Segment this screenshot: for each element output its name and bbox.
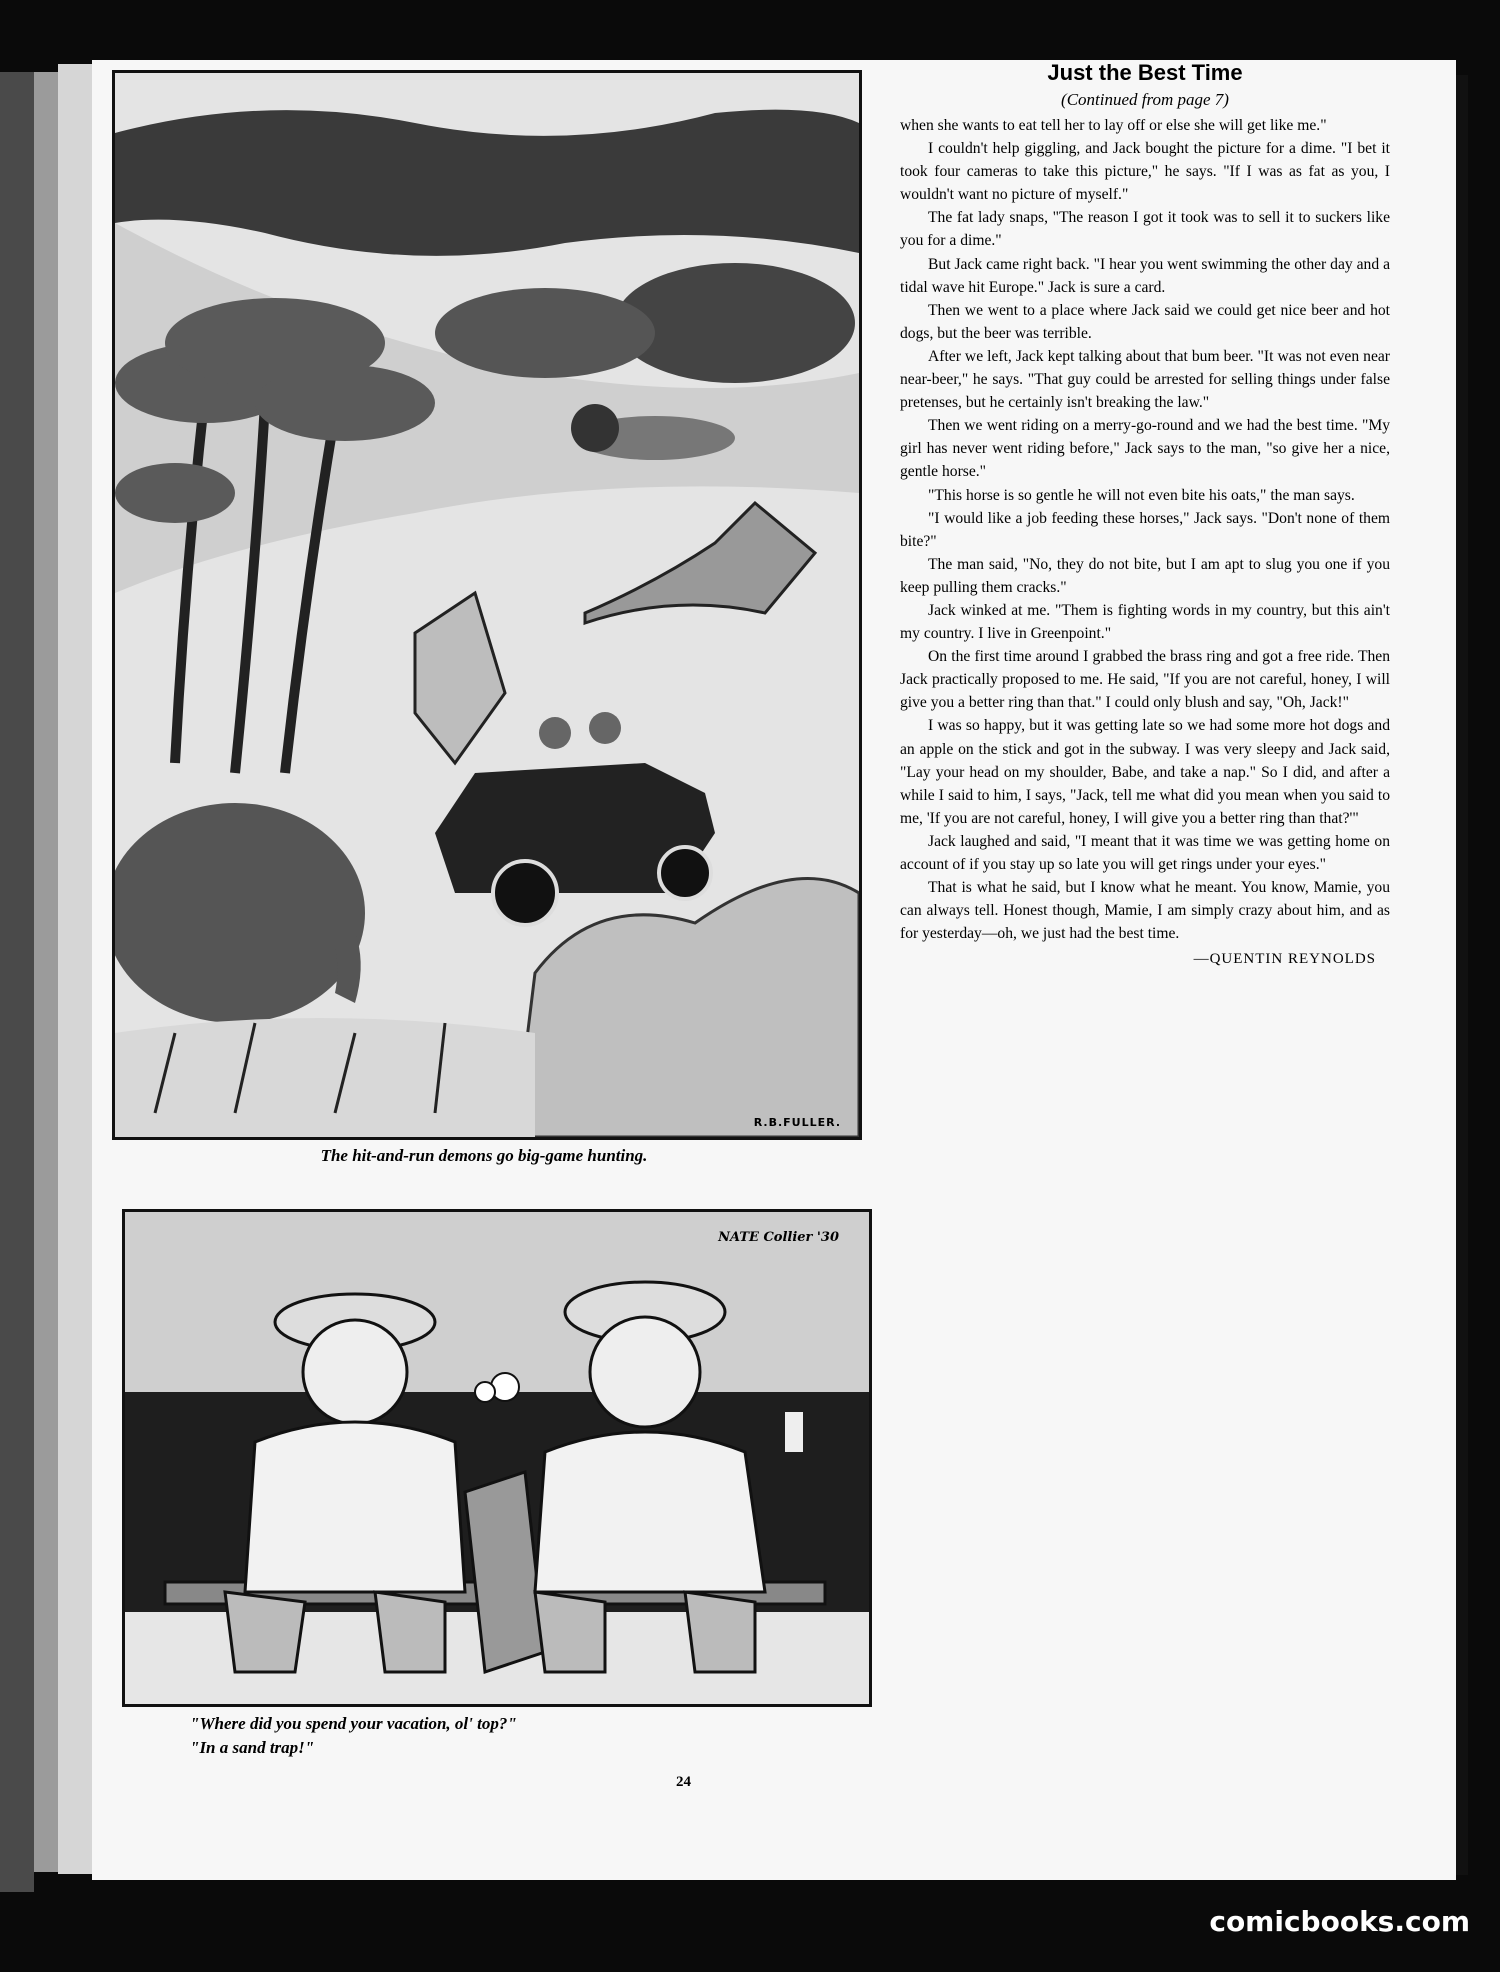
cartoon-big-game-hunting bbox=[112, 70, 862, 1140]
binding-edge-mid bbox=[34, 72, 58, 1872]
article-paragraph: Then we went riding on a merry-go-round and we had the best time. "My girl has never went riding before," Jack says to the man, "so give her a nice, gentle horse." bbox=[900, 417, 1390, 481]
article-paragraph: Jack winked at me. "Them is fighting words in my country, but this ain't my country. I live in Greenpoint." bbox=[900, 601, 1390, 643]
article-paragraph: That is what he said, but I know what he meant. You know, Mamie, you can always tell. Honest though, Mamie, I am simply crazy about him, and as for yesterday—oh, we just had the best time. bbox=[900, 879, 1390, 943]
golfers-illustration bbox=[125, 1212, 869, 1704]
cartoon1-caption: The hit-and-run demons go big-game hunting. bbox=[320, 1146, 648, 1165]
article-paragraph: The fat lady snaps, "The reason I got it took was to sell it to suckers like you for a dime." bbox=[900, 209, 1390, 250]
article-paragraph: I couldn't help giggling, and Jack bought the picture for a dime. "I bet it took four cameras to take this picture," he says. "If I was as fat as you, I wouldn't want no picture of myself." bbox=[900, 140, 1390, 204]
article-paragraph: But Jack came right back. "I hear you went swimming the other day and a tidal wave hit Europe." Jack is sure a card. bbox=[900, 255, 1390, 296]
article-paragraph: Then we went to a place where Jack said we could get nice beer and hot dogs, but the beer was terrible. bbox=[900, 301, 1390, 342]
byline: —QUENTIN REYNOLDS bbox=[1193, 951, 1376, 968]
article-title: Just the Best Time bbox=[1047, 60, 1243, 85]
article-paragraph: I was so happy, but it was getting late so we had some more hot dogs and an apple on the stick and got in the subway. I was very sleepy and Jack said, "Lay your head on my shoulder, Babe, and take a nap." So I did, and after a while I said to him, I says, "Jack, tell me what did you mean when you said to me, 'If you are not careful, honey, I will give you a better ring than that?'" bbox=[900, 717, 1390, 827]
article-paragraph: "I would like a job feeding these horses," Jack says. "Don't none of them bite?" bbox=[900, 509, 1390, 550]
page-right-edge bbox=[1456, 75, 1468, 1875]
article-paragraph: Jack laughed and said, "I meant that it was time we was getting home on account of if you stay up so late you will get rings under your eyes." bbox=[900, 832, 1390, 873]
continued-note: (Continued from page 7) bbox=[1061, 90, 1229, 109]
cartoon2-caption-line1: "Where did you spend your vacation, ol' top?" bbox=[190, 1714, 517, 1733]
binding-edge-dark bbox=[0, 72, 34, 1892]
cartoon1-signature: R.B.FULLER. bbox=[753, 1116, 841, 1129]
cartoon2-caption bbox=[190, 1712, 790, 1760]
article-paragraph: The man said, "No, they do not bite, but I am apt to slug you one if you keep pulling them cracks." bbox=[900, 555, 1390, 596]
binding-edge-light bbox=[58, 64, 94, 1874]
jungle-illustration bbox=[115, 73, 859, 1137]
article-paragraph: when she wants to eat tell her to lay off or else she will get like me." bbox=[900, 117, 1327, 134]
article-body bbox=[900, 114, 1390, 945]
watermark: comicbooks.com bbox=[1209, 1905, 1470, 1938]
page-number: 24 bbox=[676, 1774, 691, 1790]
cartoon2-signature: NATE Collier '30 bbox=[718, 1230, 839, 1245]
article-paragraph: "This horse is so gentle he will not even bite his oats," the man says. bbox=[928, 486, 1355, 504]
cartoon2-caption-line2: "In a sand trap!" bbox=[190, 1738, 315, 1757]
article-paragraph: After we left, Jack kept talking about that bum beer. "It was not even near near-beer," he says. "That guy could be arrested for selling things under false pretenses, but he certainly isn't breaking the law." bbox=[900, 347, 1390, 412]
cartoon-golfers bbox=[122, 1209, 872, 1707]
article-column bbox=[900, 60, 1390, 968]
article-paragraph: On the first time around I grabbed the brass ring and got a free ride. Then Jack practically proposed to me. He said, "If you are not careful, honey, I will give you a better ring than that." I could only blush and say, "Oh, Jack!" bbox=[900, 648, 1390, 712]
